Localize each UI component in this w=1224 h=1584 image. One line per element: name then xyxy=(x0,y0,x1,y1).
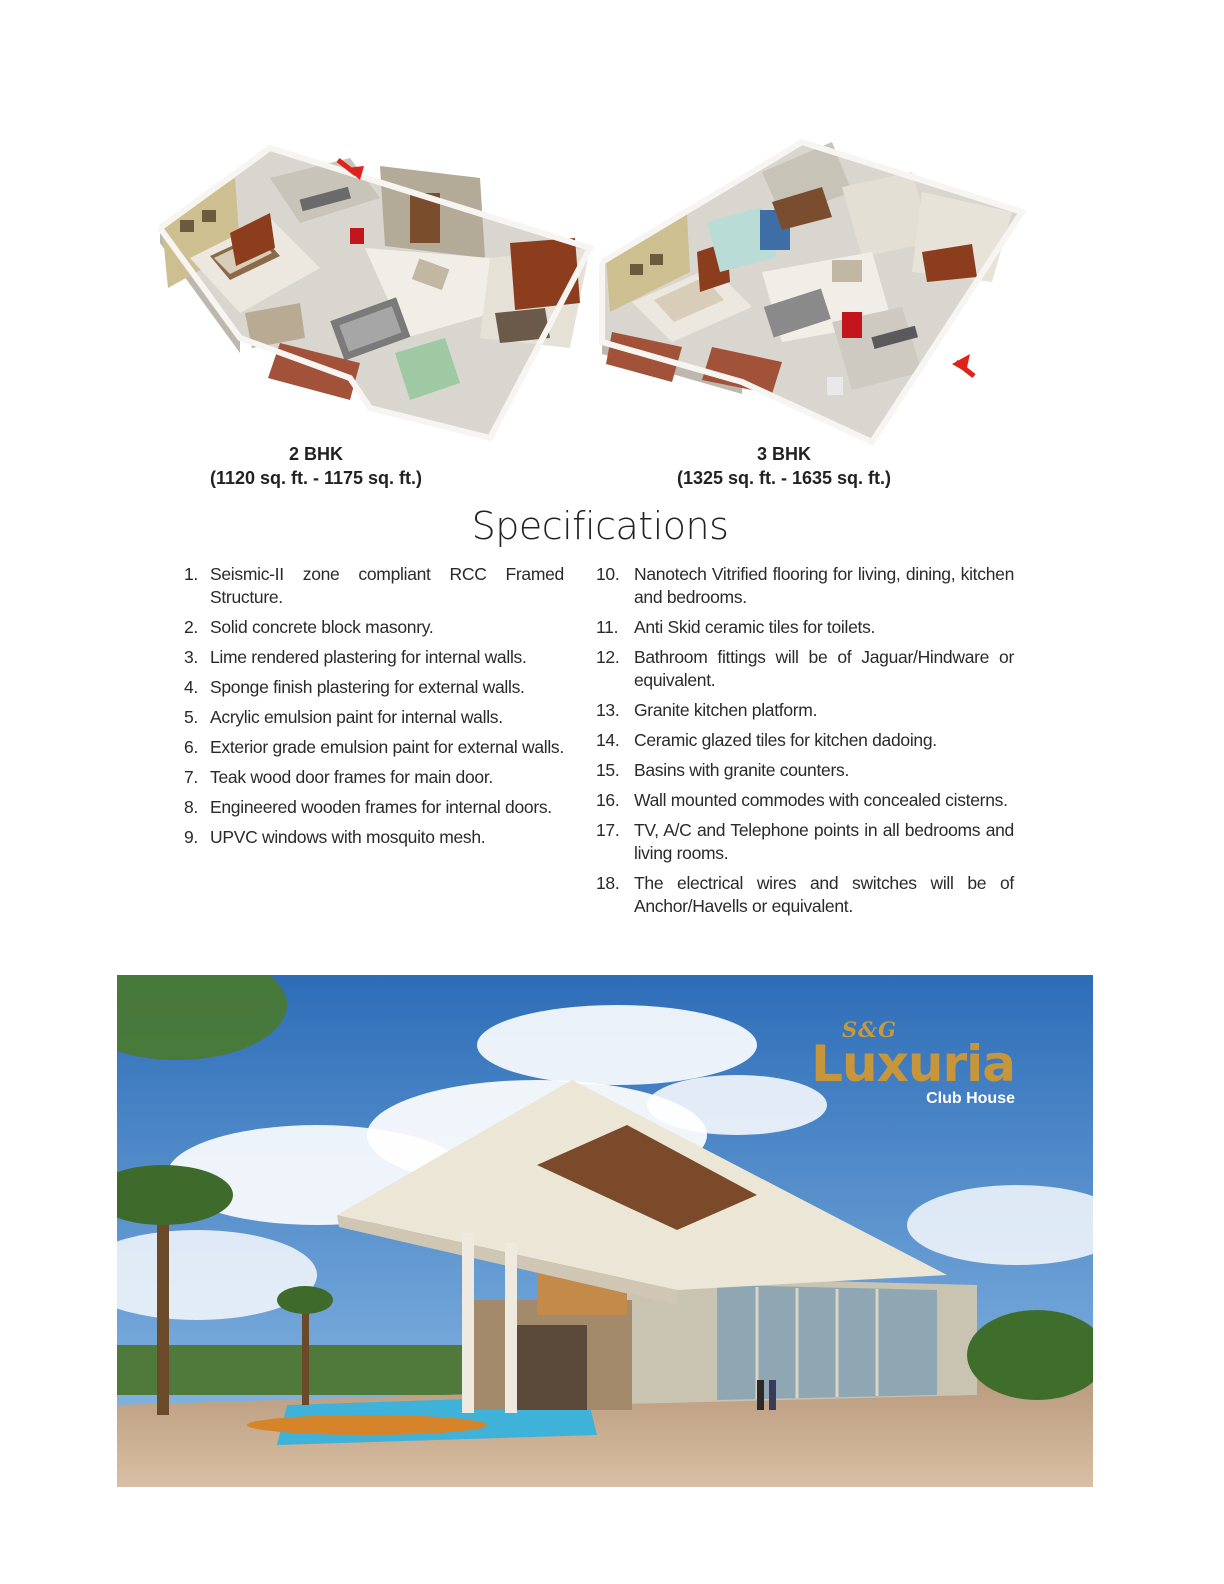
spec-text: Exterior grade emulsion paint for external walls. xyxy=(210,737,564,757)
spec-item xyxy=(596,759,1014,782)
spec-item xyxy=(596,789,1014,812)
spec-list-right xyxy=(596,563,1014,925)
spec-number: 14. xyxy=(596,730,620,750)
spec-text: Anti Skid ceramic tiles for toilets. xyxy=(634,617,876,637)
spec-text: Bathroom fittings will be of Jaguar/Hindware or equivalent. xyxy=(634,647,1014,690)
club-house-render xyxy=(117,975,1093,1487)
spec-item xyxy=(596,729,1014,752)
plan-name: 2 BHK xyxy=(288,444,343,464)
spec-text: UPVC windows with mosquito mesh. xyxy=(210,827,486,847)
spec-number: 5. xyxy=(184,707,198,727)
spec-text: Ceramic glazed tiles for kitchen dadoing. xyxy=(634,730,937,750)
spec-item xyxy=(184,616,564,639)
brand-subtitle: Club House xyxy=(926,1090,1015,1107)
spec-item xyxy=(596,819,1014,865)
brand-name: Luxuria xyxy=(811,1035,1015,1093)
spec-number: 13. xyxy=(596,700,620,720)
plan-area: (1120 sq. ft. - 1175 sq. ft.) xyxy=(209,468,423,488)
spec-number: 10. xyxy=(596,564,620,584)
club-house-logo xyxy=(811,1017,1015,1108)
specifications-title: Specifications xyxy=(471,504,729,548)
spec-number: 8. xyxy=(184,797,198,817)
spec-number: 17. xyxy=(596,820,620,840)
spec-number: 12. xyxy=(596,647,620,667)
brand-prefix: S&G xyxy=(841,1017,897,1042)
spec-text: Teak wood door frames for main door. xyxy=(210,767,493,787)
floor-plan-2bhk-image xyxy=(150,138,600,448)
spec-text: Wall mounted commodes with concealed cisterns. xyxy=(634,790,1008,810)
spec-item xyxy=(184,706,564,729)
spec-text: Nanotech Vitrified flooring for living, dining, kitchen and bedrooms. xyxy=(634,564,1014,607)
spec-number: 18. xyxy=(596,873,620,893)
spec-text: Sponge finish plastering for external walls. xyxy=(210,677,525,697)
spec-text: Solid concrete block masonry. xyxy=(210,617,434,637)
spec-item xyxy=(184,563,564,609)
spec-number: 7. xyxy=(184,767,198,787)
spec-number: 4. xyxy=(184,677,198,697)
spec-text: Lime rendered plastering for internal walls. xyxy=(210,647,527,667)
spec-item xyxy=(596,646,1014,692)
spec-number: 2. xyxy=(184,617,198,637)
spec-number: 16. xyxy=(596,790,620,810)
plan-caption-2bhk xyxy=(170,442,462,490)
spec-item xyxy=(184,766,564,789)
plan-name: 3 BHK xyxy=(756,444,811,464)
plan-area: (1325 sq. ft. - 1635 sq. ft.) xyxy=(676,468,892,488)
spec-item xyxy=(184,676,564,699)
plan-caption-3bhk xyxy=(638,442,930,490)
spec-text: TV, A/C and Telephone points in all bedrooms and living rooms. xyxy=(634,820,1014,863)
spec-number: 9. xyxy=(184,827,198,847)
spec-item xyxy=(184,796,564,819)
spec-text: Acrylic emulsion paint for internal walls. xyxy=(210,707,503,727)
spec-number: 15. xyxy=(596,760,620,780)
spec-number: 11. xyxy=(596,617,619,637)
spec-number: 1. xyxy=(184,564,198,584)
spec-text: Engineered wooden frames for internal doors. xyxy=(210,797,552,817)
spec-text: Basins with granite counters. xyxy=(634,760,850,780)
spec-item xyxy=(596,699,1014,722)
spec-item xyxy=(596,563,1014,609)
spec-number: 6. xyxy=(184,737,198,757)
spec-item xyxy=(184,646,564,669)
spec-item xyxy=(184,826,564,849)
spec-item xyxy=(596,872,1014,918)
spec-text: The electrical wires and switches will be of Anchor/Havells or equivalent. xyxy=(634,873,1014,916)
spec-text: Granite kitchen platform. xyxy=(634,700,818,720)
floor-plan-3bhk-image xyxy=(592,132,1032,452)
spec-list-left xyxy=(184,563,564,856)
spec-item xyxy=(596,616,1014,639)
spec-number: 3. xyxy=(184,647,198,667)
spec-text: Seismic-II zone compliant RCC Framed Structure. xyxy=(210,564,564,607)
spec-item xyxy=(184,736,564,759)
